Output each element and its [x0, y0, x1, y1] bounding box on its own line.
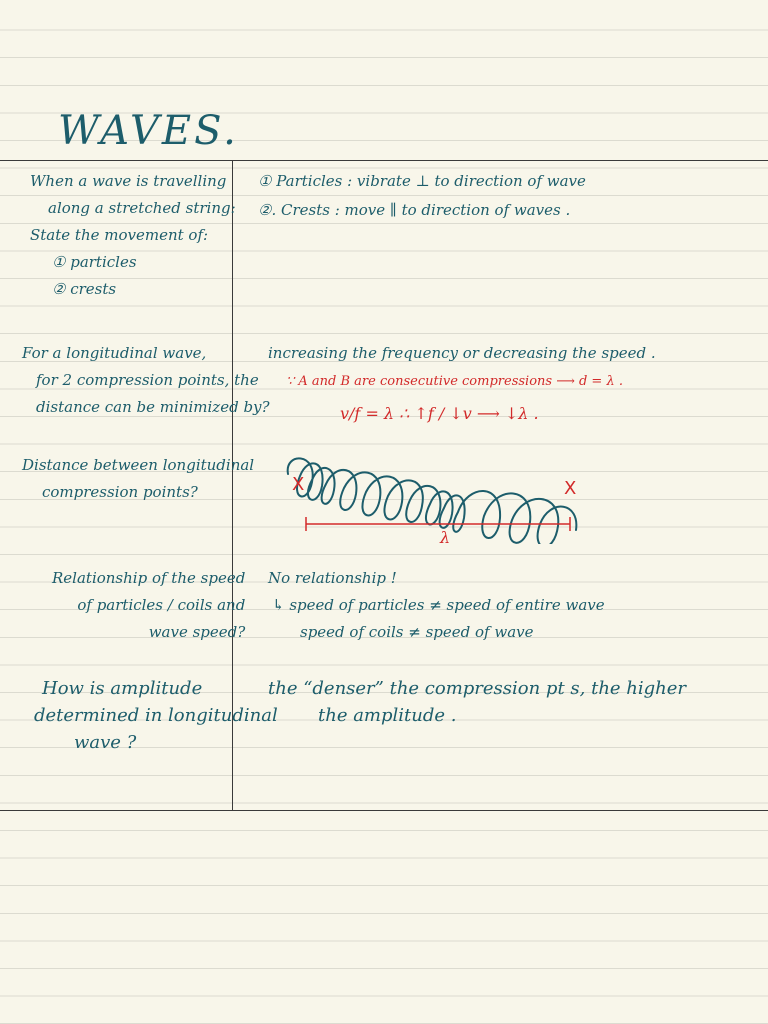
question-1 — [30, 168, 236, 303]
answer-line: speed of coils ≠ speed of wave — [300, 623, 534, 641]
question-line: for 2 compression points, the — [36, 371, 259, 389]
question-line: State the movement of: — [30, 226, 209, 244]
table-bottom-border — [0, 810, 768, 811]
question-2 — [22, 340, 270, 421]
longitudinal-wave-diagram — [280, 444, 760, 544]
answer-4 — [268, 565, 605, 646]
question-line: wave speed? — [148, 623, 246, 641]
question-line: compression points? — [42, 483, 198, 501]
question-line: determined in longitudinal — [34, 705, 278, 726]
page-title: WAVES. — [58, 108, 239, 154]
answer-1 — [258, 168, 586, 224]
question-line: ② crests — [52, 280, 117, 298]
answer-2-reasoning: ∵ A and B are consecutive compressions ⟶ d = λ . — [286, 374, 623, 389]
question-4 — [52, 565, 245, 646]
question-line: distance can be minimized by? — [36, 398, 270, 416]
answer-line: the amplitude . — [318, 705, 457, 726]
question-line: For a longitudinal wave, — [22, 344, 207, 362]
answer-2-formula: v/f = λ ∴ ↑f / ↓v ⟶ ↓λ . — [340, 404, 539, 423]
answer-line: ↳ speed of particles ≠ speed of entire wave — [272, 596, 605, 614]
question-line: Relationship of the speed — [52, 569, 246, 587]
compression-mark-a: X — [292, 474, 305, 495]
answer-5 — [268, 675, 686, 729]
answer-line: ②. Crests : move ∥ to direction of waves . — [258, 201, 571, 219]
question-line: When a wave is travelling — [30, 172, 227, 190]
answer-line: ① Particles : vibrate ⊥ to direction of wave — [258, 172, 586, 190]
question-line: along a stretched string: — [48, 199, 236, 217]
coil-spring — [288, 458, 577, 544]
question-line: wave ? — [74, 732, 137, 753]
question-line: How is amplitude — [42, 678, 203, 699]
answer-line: No relationship ! — [268, 569, 397, 587]
question-line: Distance between longitudinal — [22, 456, 255, 474]
answer-2: increasing the frequency or decreasing the speed . — [268, 344, 656, 362]
compression-mark-b: X — [564, 478, 577, 499]
question-3 — [22, 452, 254, 506]
table-top-border — [0, 160, 768, 161]
question-line: of particles / coils and — [77, 596, 246, 614]
question-line: ① particles — [52, 253, 137, 271]
wavelength-label: λ — [440, 528, 451, 544]
question-5 — [34, 675, 278, 756]
answer-line: the “denser” the compression pt s, the higher — [268, 678, 687, 699]
